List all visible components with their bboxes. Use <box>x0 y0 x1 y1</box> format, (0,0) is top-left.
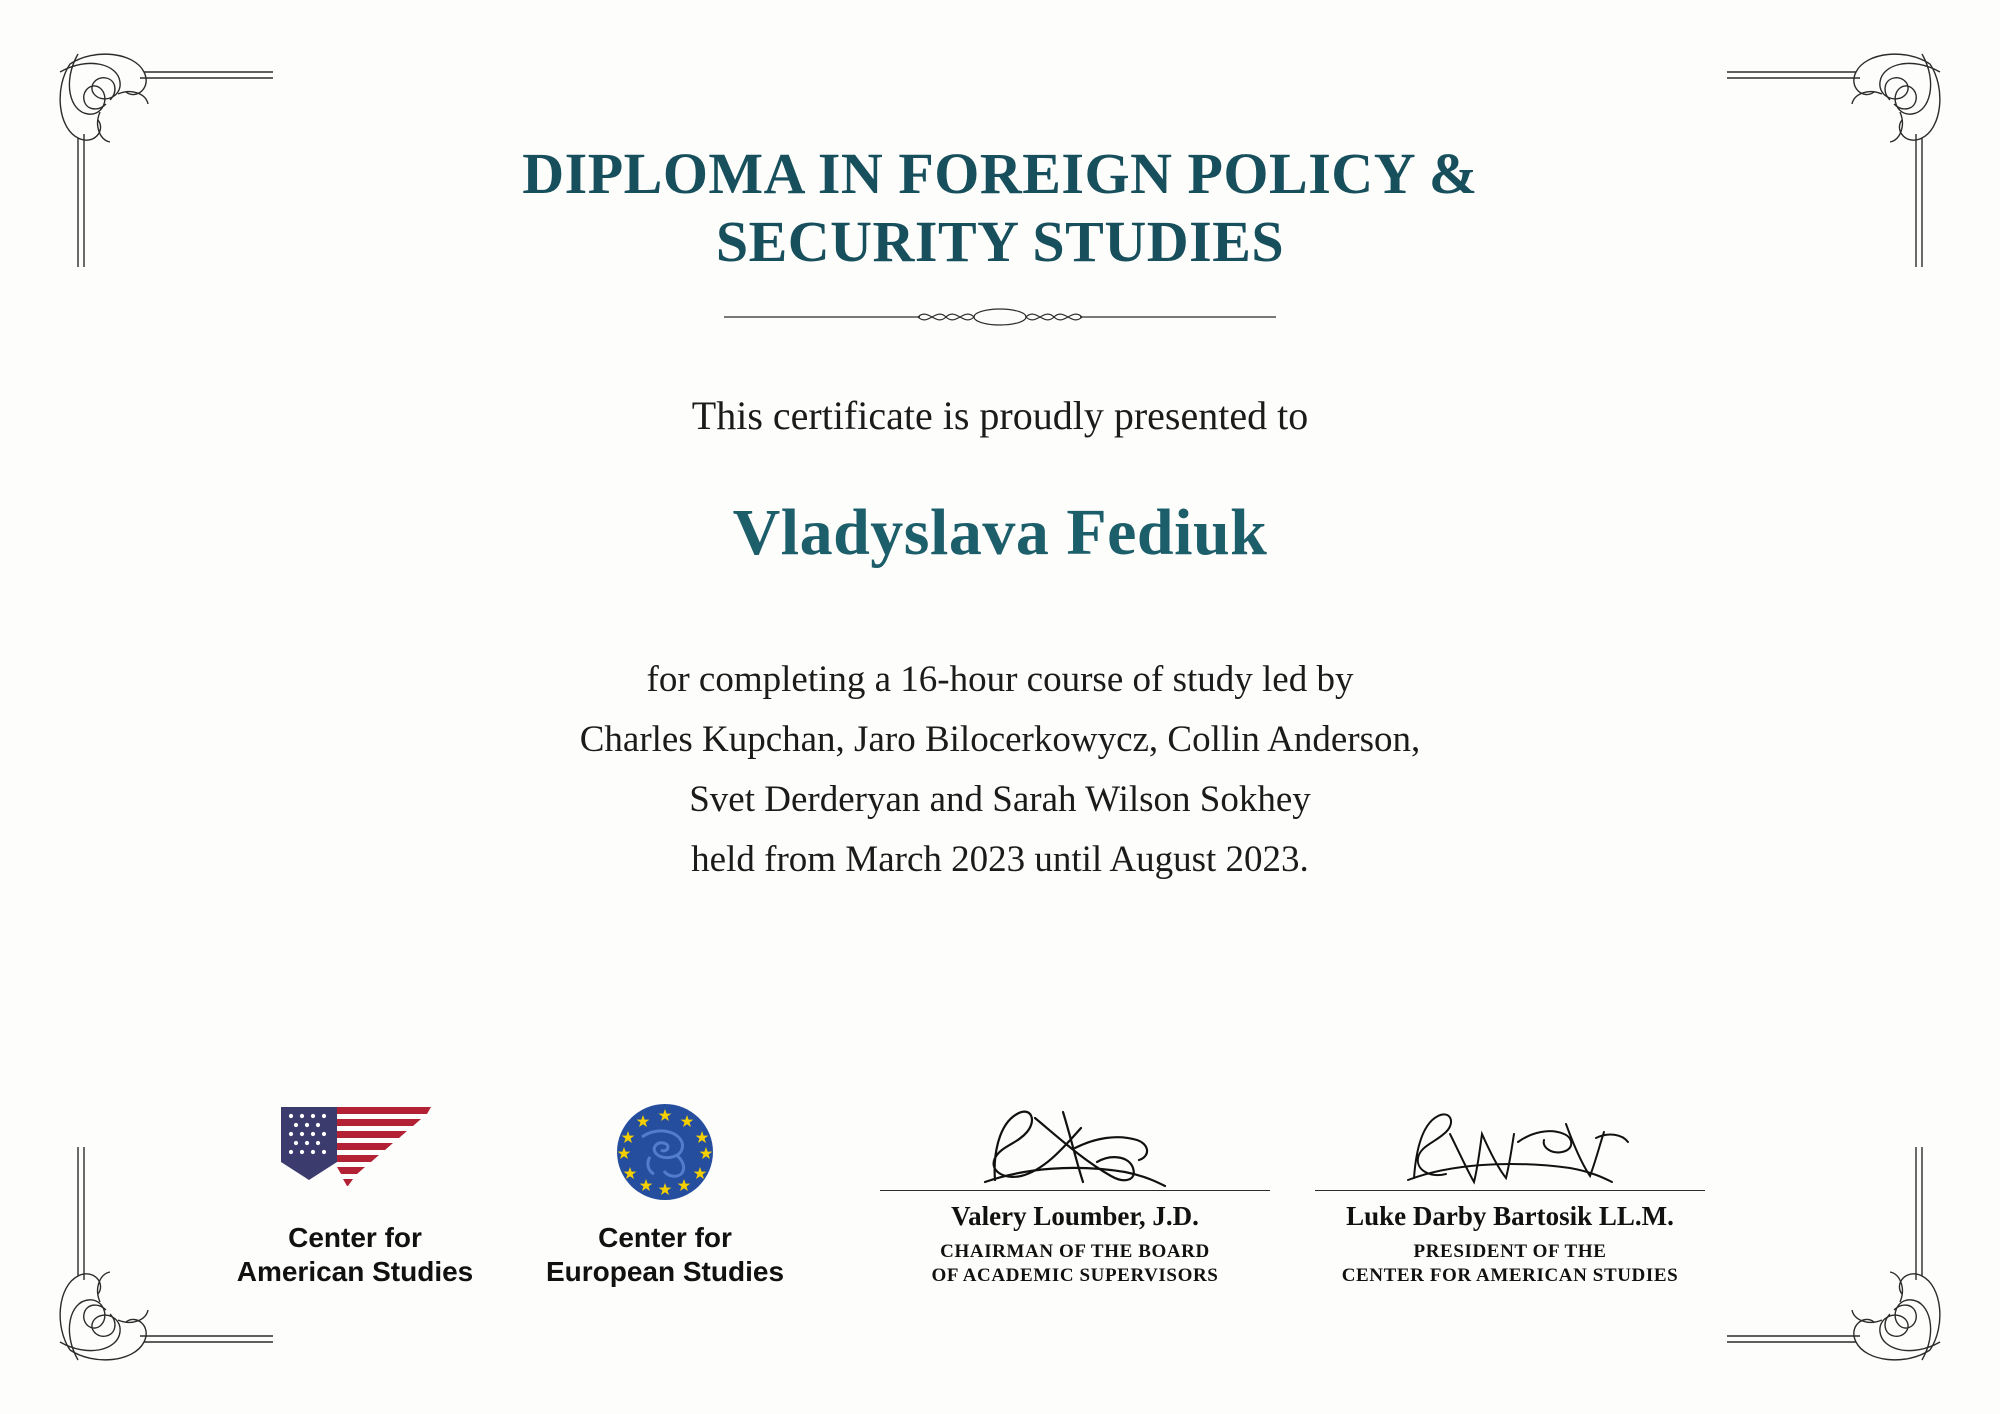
details-line-3: Svet Derderyan and Sarah Wilson Sokhey <box>689 778 1311 820</box>
title-line-2: SECURITY STUDIES <box>715 209 1285 275</box>
us-flag-chevron-icon <box>220 1097 490 1207</box>
footer <box>90 1059 1910 1289</box>
signatory-role-line-1: CHAIRMAN OF THE BOARD <box>940 1240 1210 1262</box>
signatory-name: Valery Loumber, J.D. <box>951 1200 1199 1231</box>
logo-caption-line-1: Center for <box>288 1221 422 1253</box>
logo-caption-american <box>220 1221 490 1289</box>
title-block <box>0 140 2000 335</box>
signature-block-chairman <box>880 1094 1270 1289</box>
title-line-1: DIPLOMA IN FOREIGN POLICY & <box>522 141 1478 206</box>
signatory-role-line-2: OF ACADEMIC SUPERVISORS <box>931 1265 1219 1287</box>
details-line-4: held from March 2023 until August 2023. <box>691 838 1309 880</box>
signatory-role <box>1315 1240 1705 1289</box>
signature-block-president <box>1315 1094 1705 1289</box>
signatory-role-line-1: PRESIDENT OF THE <box>1413 1240 1607 1262</box>
logo-caption-line-1: Center for <box>598 1221 732 1253</box>
signature-scrawl-icon <box>1315 1094 1705 1190</box>
signatory-role <box>880 1240 1270 1289</box>
signatory-name: Luke Darby Bartosik LL.M. <box>1346 1200 1674 1231</box>
flourish-divider-icon <box>720 301 1280 335</box>
logo-center-for-american-studies <box>220 1097 490 1289</box>
logo-caption-line-2: European Studies <box>545 1255 785 1287</box>
details-line-1: for completing a 16-hour course of study led by <box>646 659 1354 700</box>
details-line-2: Charles Kupchan, Jaro Bilocerkowycz, Collin Anderson, <box>579 718 1421 760</box>
signature-scrawl-icon <box>880 1094 1270 1190</box>
details-block <box>0 650 2000 890</box>
signatory-role-line-2: CENTER FOR AMERICAN STUDIES <box>1341 1265 1679 1287</box>
logo-center-for-european-studies <box>530 1097 800 1289</box>
page-title <box>400 140 1600 277</box>
presented-text: This certificate is proudly presented to <box>691 393 1309 438</box>
recipient-name: Vladyslava Fediuk <box>732 496 1268 569</box>
eu-flag-circle-icon <box>530 1097 800 1207</box>
logo-caption-line-2: American Studies <box>236 1255 474 1287</box>
logo-caption-european <box>530 1221 800 1289</box>
